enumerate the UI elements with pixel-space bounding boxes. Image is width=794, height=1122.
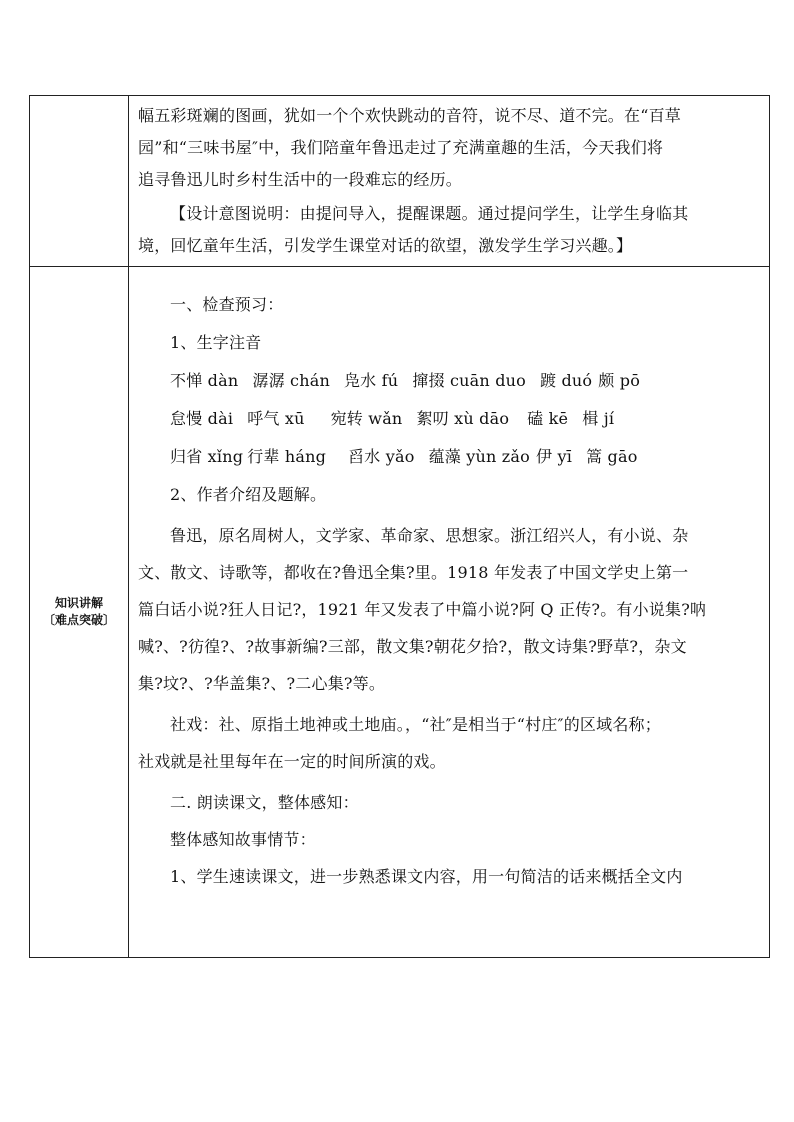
pinyin-item: 伊 yī	[536, 447, 573, 466]
knowledge-content-cell	[129, 267, 770, 958]
pinyin-item: 舀水 yǎo	[348, 447, 415, 466]
pinyin-item: 磕 kē	[527, 409, 569, 428]
pinyin-item: 行辈 háng	[247, 447, 327, 466]
subsection-title: 1、生字注音	[170, 333, 262, 352]
author-line: 鲁迅，原名周树人，文学家、革命家、思想家。浙江绍兴人，有小说、杂	[170, 526, 689, 545]
section-title: 二. 朗读课文，整体感知：	[170, 793, 359, 812]
intro-content-cell	[129, 96, 770, 267]
task-line: 1、学生速读课文，进一步熟悉课文内容，用一句简洁的话来概括全文内	[170, 867, 683, 886]
pinyin-row	[138, 365, 761, 397]
author-line: 文、散文、诗歌等，都收在?鲁迅全集?里。1918 年发表了中国文学史上第一	[138, 563, 689, 582]
lesson-table	[29, 95, 770, 958]
pinyin-item: 潺潺 chán	[252, 371, 330, 390]
side-label-subtitle: 〔难点突破〕	[42, 613, 115, 627]
author-line: 篇白话小说?狂人日记?，1921 年又发表了中篇小说?阿 Q 正传?。有小说集?呐	[138, 600, 707, 619]
design-intent-line: 【设计意图说明：由提问导入，提醒课题。通过提问学生，让学生身临其	[170, 204, 689, 223]
empty-label-cell	[30, 96, 129, 267]
subsection-title: 2、作者介绍及题解。	[170, 485, 327, 504]
design-intent-line: 境，回忆童年生活，引发学生课堂对话的欲望，激发学生学习兴趣。】	[138, 236, 633, 255]
pinyin-row	[138, 403, 761, 435]
author-line: 喊?、?彷徨?、?故事新编?三部，散文集?朝花夕拾?，散文诗集?野草?，杂文	[138, 637, 687, 656]
side-label-title: 知识讲解	[54, 596, 103, 610]
section-title: 一、检查预习：	[170, 295, 284, 314]
pinyin-row	[138, 441, 761, 473]
shexi-line: 社戏：社、原指土地神或土地庙。，“社″是相当于“村庄″的区域名称；	[170, 715, 661, 734]
pinyin-item: 絮叨 xù dāo	[416, 409, 510, 428]
intro-line: 追寻鲁迅儿时乡村生活中的一段难忘的经历。	[138, 170, 463, 189]
side-label-cell	[30, 267, 129, 958]
pinyin-item: 不惮 dàn	[170, 371, 239, 390]
pinyin-item: 蕴藻 yùn zǎo	[428, 447, 531, 466]
pinyin-item: 归省 xǐng	[170, 447, 244, 466]
knowledge-row	[30, 267, 770, 958]
shexi-line: 社戏就是社里每年在一定的时间所演的戏。	[138, 752, 446, 771]
intro-line: 幅五彩斑斓的图画，犹如一个个欢快跳动的音符，说不尽、道不完。在“百草	[138, 106, 681, 125]
pinyin-item: 踱 duó	[539, 371, 593, 390]
subsection-title: 整体感知故事情节：	[170, 830, 316, 849]
pinyin-item: 怠慢 dài	[170, 409, 234, 428]
pinyin-item: 篙 gāo	[586, 447, 638, 466]
pinyin-item: 呼气 xū	[247, 409, 305, 428]
pinyin-item: 颇 pō	[598, 371, 641, 390]
pinyin-item: 宛转 wǎn	[330, 409, 403, 428]
pinyin-item: 凫水 fú	[343, 371, 399, 390]
author-line: 集?坟?、?华盖集?、?二心集?等。	[138, 674, 386, 693]
pinyin-item: 撺掇 cuān duo	[412, 371, 526, 390]
intro-row	[30, 96, 770, 267]
pinyin-item: 楫 jí	[582, 409, 615, 428]
intro-line: 园”和“三味书屋″中，我们陪童年鲁迅走过了充满童趣的生活，今天我们将	[138, 138, 664, 157]
